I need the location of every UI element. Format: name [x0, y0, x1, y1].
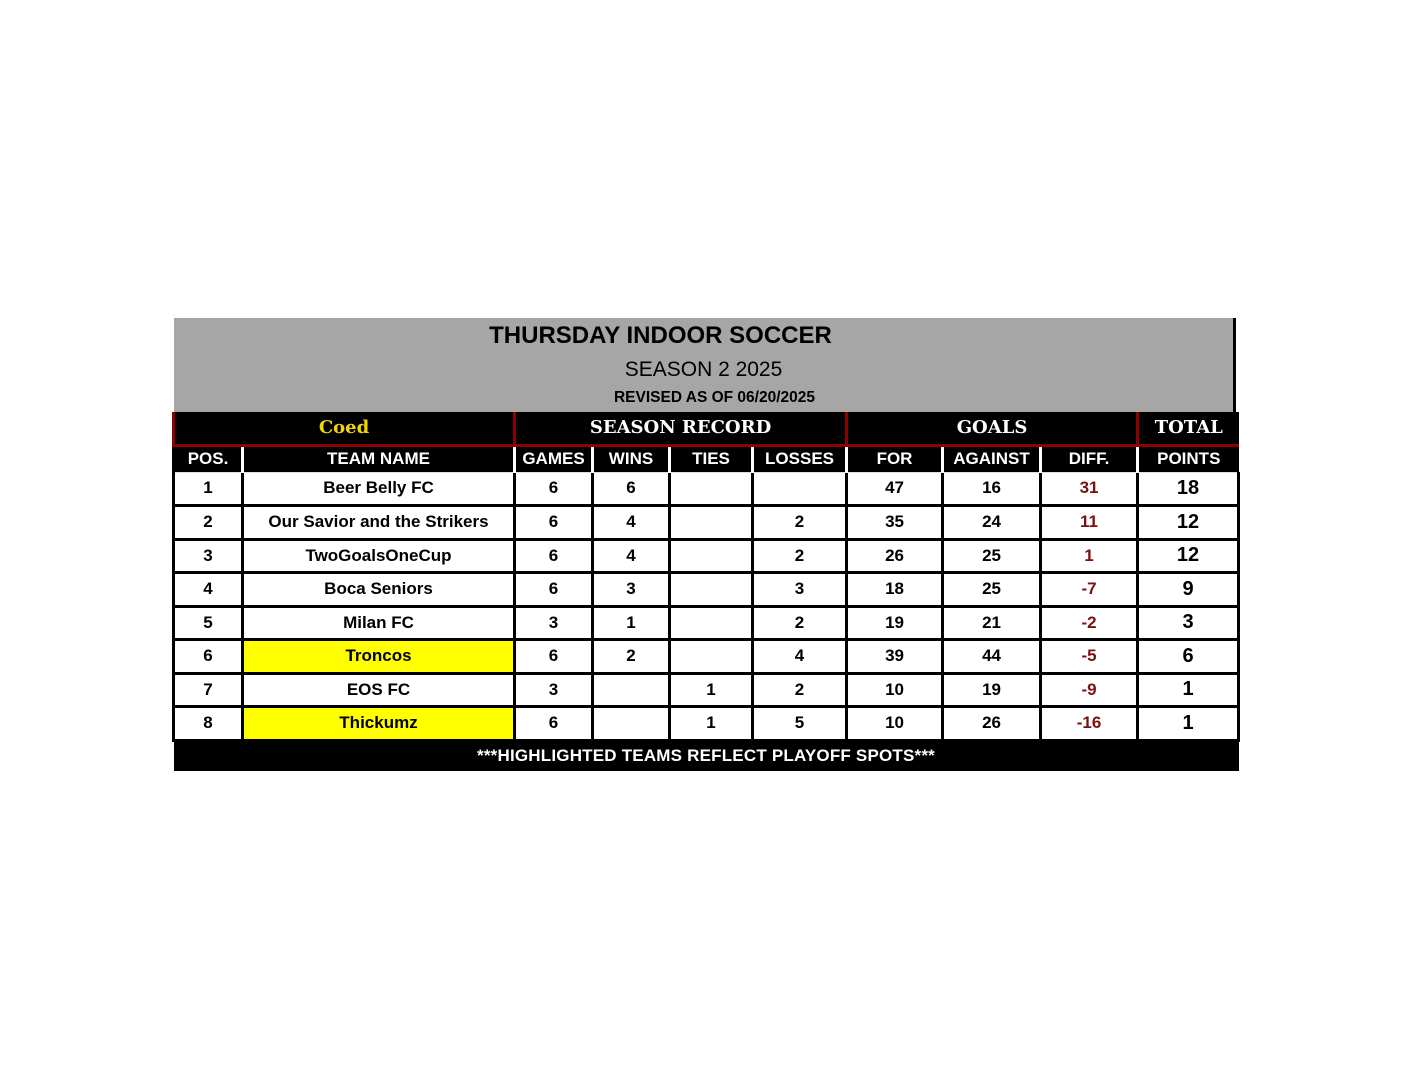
- wins-cell: 3: [593, 573, 670, 607]
- goal-diff-cell: -7: [1041, 573, 1138, 607]
- points-cell: 6: [1138, 640, 1239, 674]
- games-cell: 6: [515, 472, 593, 506]
- revised-date: REVISED AS OF 06/20/2025: [613, 389, 816, 406]
- position-cell: 1: [174, 472, 243, 506]
- wins-cell: [593, 673, 670, 707]
- table-row: [174, 573, 1239, 607]
- wins-cell: 1: [593, 606, 670, 640]
- goal-diff-cell: -16: [1041, 707, 1138, 741]
- col-header-points: POINTS: [1138, 445, 1239, 472]
- games-cell: 6: [515, 640, 593, 674]
- goals-for-cell: 39: [847, 640, 943, 674]
- wins-cell: 2: [593, 640, 670, 674]
- points-cell: 12: [1138, 539, 1239, 573]
- position-cell: 2: [174, 506, 243, 540]
- goals-for-cell: 35: [847, 506, 943, 540]
- col-header-losses: LOSSES: [753, 445, 847, 472]
- team-name-cell: Our Savior and the Strikers: [243, 506, 515, 540]
- games-cell: 6: [515, 573, 593, 607]
- total-group: TOTAL: [1138, 412, 1239, 445]
- goals-for-cell: 10: [847, 673, 943, 707]
- losses-cell: 4: [753, 640, 847, 674]
- playoff-note: ***HIGHLIGHTED TEAMS REFLECT PLAYOFF SPOTS***: [174, 740, 1239, 771]
- ties-cell: [670, 573, 753, 607]
- points-cell: 1: [1138, 673, 1239, 707]
- games-cell: 3: [515, 606, 593, 640]
- season-label: SEASON 2 2025: [624, 358, 783, 381]
- table-row: [174, 707, 1239, 741]
- position-cell: 8: [174, 707, 243, 741]
- goals-for-cell: 10: [847, 707, 943, 741]
- games-cell: 6: [515, 707, 593, 741]
- goals-against-cell: 25: [943, 573, 1041, 607]
- points-cell: 3: [1138, 606, 1239, 640]
- games-cell: 6: [515, 506, 593, 540]
- division-label: Coed: [174, 412, 515, 445]
- ties-cell: 1: [670, 673, 753, 707]
- goals-for-cell: 19: [847, 606, 943, 640]
- standings-sheet: [172, 318, 1237, 771]
- col-header-against: AGAINST: [943, 445, 1041, 472]
- goals-against-cell: 21: [943, 606, 1041, 640]
- page-title: THURSDAY INDOOR SOCCER: [489, 322, 832, 349]
- table-row: [174, 673, 1239, 707]
- goals-for-cell: 18: [847, 573, 943, 607]
- col-header-ties: TIES: [670, 445, 753, 472]
- points-cell: 18: [1138, 472, 1239, 506]
- ties-cell: 1: [670, 707, 753, 741]
- ties-cell: [670, 640, 753, 674]
- team-name-cell: Boca Seniors: [243, 573, 515, 607]
- table-row: [174, 506, 1239, 540]
- position-cell: 5: [174, 606, 243, 640]
- team-name-cell: Beer Belly FC: [243, 472, 515, 506]
- goals-against-cell: 16: [943, 472, 1041, 506]
- wins-cell: 6: [593, 472, 670, 506]
- goals-against-cell: 24: [943, 506, 1041, 540]
- goal-diff-cell: 31: [1041, 472, 1138, 506]
- goals-for-cell: 26: [847, 539, 943, 573]
- losses-cell: 2: [753, 506, 847, 540]
- col-header-games: GAMES: [515, 445, 593, 472]
- wins-cell: 4: [593, 539, 670, 573]
- goal-diff-cell: 11: [1041, 506, 1138, 540]
- col-header-for: FOR: [847, 445, 943, 472]
- column-header-row: [174, 445, 1239, 472]
- col-header-diff: DIFF.: [1041, 445, 1138, 472]
- position-cell: 7: [174, 673, 243, 707]
- group-header-row: [174, 412, 1239, 445]
- season-record-group: SEASON RECORD: [515, 412, 847, 445]
- goals-for-cell: 47: [847, 472, 943, 506]
- goal-diff-cell: -9: [1041, 673, 1138, 707]
- table-row: [174, 640, 1239, 674]
- team-name-cell: EOS FC: [243, 673, 515, 707]
- team-name-cell: Milan FC: [243, 606, 515, 640]
- goals-against-cell: 26: [943, 707, 1041, 741]
- ties-cell: [670, 606, 753, 640]
- goal-diff-cell: 1: [1041, 539, 1138, 573]
- goals-group: GOALS: [847, 412, 1138, 445]
- footer-row: [174, 740, 1239, 771]
- table-row: [174, 606, 1239, 640]
- losses-cell: [753, 472, 847, 506]
- games-cell: 6: [515, 539, 593, 573]
- team-name-cell: Troncos: [243, 640, 515, 674]
- goals-against-cell: 44: [943, 640, 1041, 674]
- team-name-cell: TwoGoalsOneCup: [243, 539, 515, 573]
- goals-against-cell: 19: [943, 673, 1041, 707]
- points-cell: 9: [1138, 573, 1239, 607]
- ties-cell: [670, 472, 753, 506]
- points-cell: 1: [1138, 707, 1239, 741]
- position-cell: 4: [174, 573, 243, 607]
- games-cell: 3: [515, 673, 593, 707]
- table-row: [174, 472, 1239, 506]
- goal-diff-cell: -2: [1041, 606, 1138, 640]
- col-header-wins: WINS: [593, 445, 670, 472]
- position-cell: 3: [174, 539, 243, 573]
- col-header-team: TEAM NAME: [243, 445, 515, 472]
- goals-against-cell: 25: [943, 539, 1041, 573]
- points-cell: 12: [1138, 506, 1239, 540]
- wins-cell: 4: [593, 506, 670, 540]
- position-cell: 6: [174, 640, 243, 674]
- ties-cell: [670, 506, 753, 540]
- goal-diff-cell: -5: [1041, 640, 1138, 674]
- losses-cell: 2: [753, 539, 847, 573]
- losses-cell: 5: [753, 707, 847, 741]
- losses-cell: 2: [753, 606, 847, 640]
- losses-cell: 3: [753, 573, 847, 607]
- title-banner: [174, 318, 1236, 412]
- ties-cell: [670, 539, 753, 573]
- table-row: [174, 539, 1239, 573]
- team-name-cell: Thickumz: [243, 707, 515, 741]
- losses-cell: 2: [753, 673, 847, 707]
- col-header-pos: POS.: [174, 445, 243, 472]
- wins-cell: [593, 707, 670, 741]
- standings-table: [172, 412, 1240, 771]
